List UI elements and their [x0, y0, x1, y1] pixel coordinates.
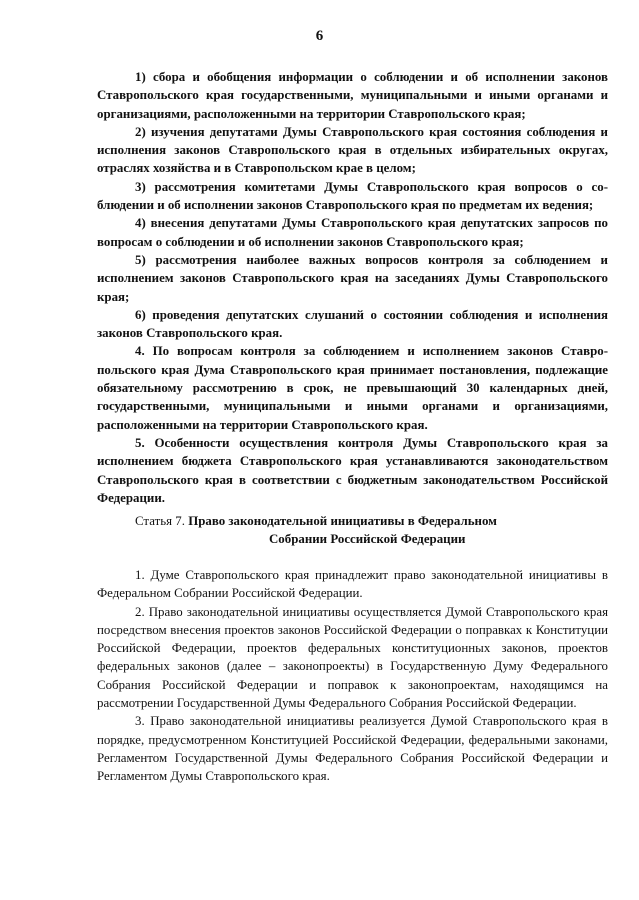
article-heading-line-1 [97, 512, 608, 530]
paragraph-part-5: 5. Особенности осуществления контроля Думы Ставропольского края за исполнением бюджета Ставропольского края устанавливаются законодательством Ставропольского края в соответствии с бюджетным законодательством Российской Федерации. [97, 435, 608, 505]
article-body [97, 566, 608, 786]
paragraph-part-4: 4. По вопросам контроля за соблюдением и исполнением законов Ставропольского края Дума Ставропольского края принимает постановления, подлежащие обязательному рассмотрению в срок, не превышающий 30 календарных дней, государственными, муниципальными и иными органами и организациями, расположенными на территории Ставропольского края. [97, 344, 608, 432]
list-item-4: 4) внесения депутатами Думы Ставропольского края депутатских запросов по вопросам о соблюдении и об исполнении законов Ставропольского края; [97, 216, 608, 249]
page-number: 6 [315, 28, 324, 44]
article-paragraph-1: 1. Думе Ставропольского края принадлежит право законодательной инициативы в Федеральном Собрании Российской Федерации. [97, 568, 608, 601]
list-item-5: 5) рассмотрения наиболее важных вопросов контроля за соблюдением и исполнением законов Ставропольского края на заседаниях Думы Ставропольского края; [97, 252, 608, 304]
control-forms-list [97, 68, 608, 507]
list-item-2: 2) изучения депутатами Думы Ставропольского края состояния соблюдения и исполнения законов Ставропольского края в отдельных избирательных округах, отраслях хозяйства и в Ставропольском крае в целом; [97, 124, 608, 176]
article-paragraph-3: 3. Право законодательной инициативы реализуется Думой Ставропольского края в порядке, предусмотренном Конституцией Российской Федерации, федеральными законами, Регламентом Государственной Думы Федерального Собрания Российской Федерации и Регламентом Думы Ставропольского края. [97, 714, 608, 784]
article-title-line-2: Собрании Российской Федерации [269, 532, 466, 547]
article-title-line-1: Право законодательной инициативы в Федеральном [188, 514, 497, 528]
article-heading [97, 512, 608, 549]
list-item-1: 1) сбора и обобщения информации о соблюдении и об исполнении законов Ставропольского края государственными, муниципальными и иными органами и организациями, расположенными на территории Ставропольского края; [97, 70, 608, 121]
article-paragraph-2: 2. Право законодательной инициативы осуществляется Думой Ставропольского края посредством внесения проектов законов Российской Федерации о поправках к Конституции Российской Федерации, проектов федеральных конституционных законов, проектов федеральных законов (далее – законопроекты) в Государственную Думу Федерального Собрания Российской Федерации и поправок к законопроектам, находящимся на рассмотрении Государственной Думы Федерального Собрания Российской Федерации. [97, 604, 608, 711]
list-item-6: 6) проведения депутатских слушаний о состоянии соблюдения и исполнения законов Ставропольского края. [97, 307, 608, 341]
article-number: Статья 7. [135, 514, 185, 528]
list-item-3: 3) рассмотрения комитетами Думы Ставропольского края вопросов о соблюдении и об исполнении законов Ставропольского края по предметам их ведения; [97, 179, 608, 213]
